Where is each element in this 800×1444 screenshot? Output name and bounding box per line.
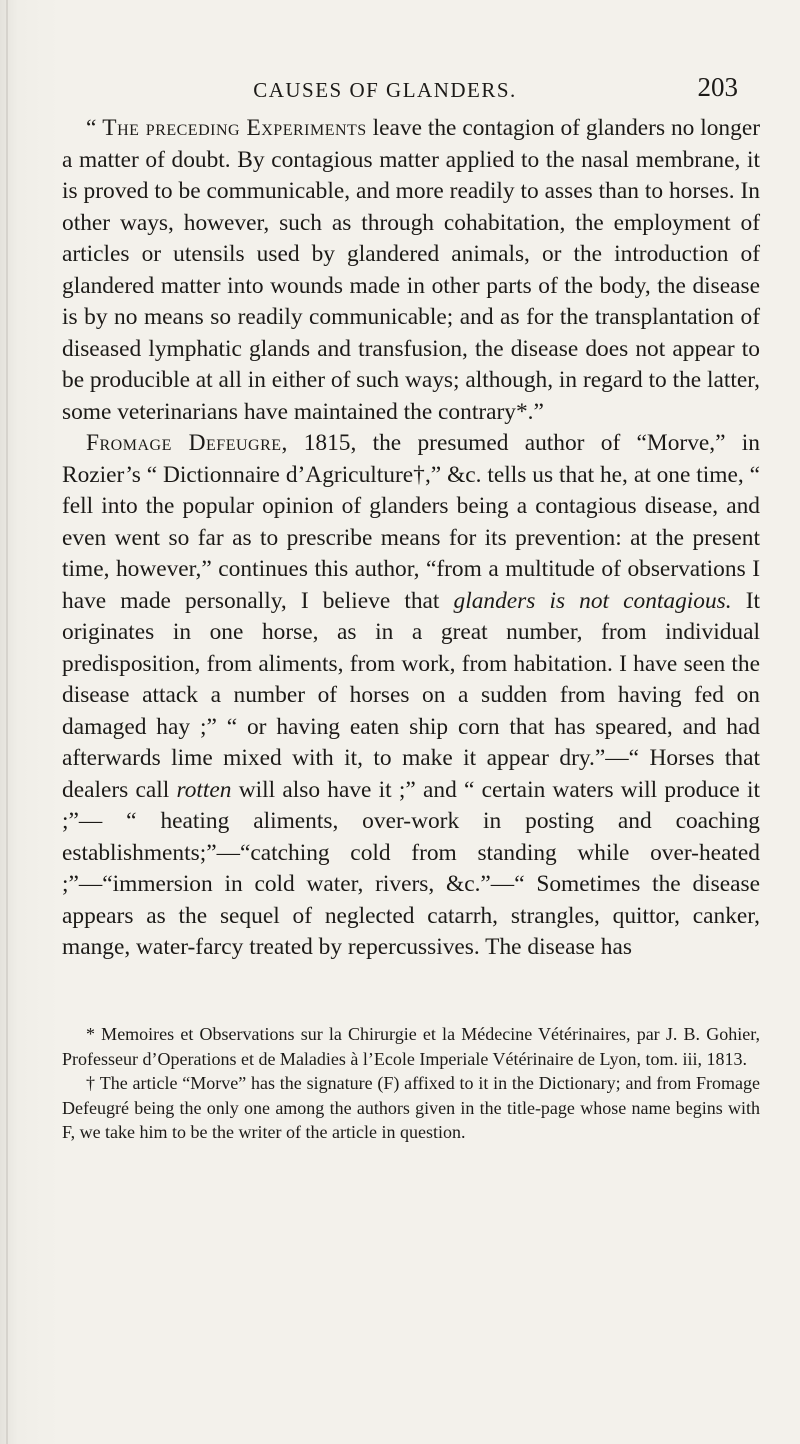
paragraph-2-author-name: Fromage Defeugre	[86, 430, 282, 456]
body-text	[62, 113, 760, 964]
footnotes	[62, 1022, 760, 1145]
paragraph-2-text-c: will also have it ;” and “ certain waters will produce it ;”— “ heating aliments, over-work in posting and coaching establishments;”—“catching cold from standing while over-heated ;”—“immersion in cold water, rivers, &c.”—“ Sometimes the disease appears as the sequel of neglected catarrh, strangles, quittor, canker, mange, water-farcy treated by repercussives. The disease has	[62, 776, 760, 960]
running-title: CAUSES OF GLANDERS.	[253, 78, 517, 102]
paragraph-2-italic-1: glanders is not contagious.	[453, 587, 732, 614]
page-number: 203	[697, 72, 738, 102]
paragraph-2-text-b: It originates in one horse, as in a great number, from individual predisposition, from aliments, from work, from habitation. I have seen the disease attack a number of horses on a sudden from having fed on damaged hay ;” “ or having eaten ship corn that has speared, and had afterwards lime mixed with it, to make it appear dry.”—“ Horses that dealers call	[62, 587, 760, 803]
running-head	[0, 62, 800, 102]
footnote-1: * Memoires et Observations sur la Chirurgie et la Médecine Vétérinaires, par J. B. Gohier, Professeur d’Operations et de Maladies à l’Ecole Imperiale Vétérinaire de Lyon, tom. iii, 1813.	[62, 1024, 760, 1069]
binding-gutter	[6, 0, 8, 1444]
paragraph-1-open-quote: “	[86, 115, 103, 141]
paragraph-2	[62, 428, 760, 964]
paragraph-1-text: leave the contagion of glanders no longer a matter of doubt. By contagious matter applied to the nasal membrane, it is proved to be communicable, and more readily to asses than to horses. In other ways, however, such as through cohabitation, the employment of articles or utensils used by glandered animals, or the introduction of glandered matter into wounds made in other parts of the body, the disease is by no means so readily communicable; and as for the transplantation of diseased lymphatic glands and transfusion, the disease does not appear to be producible at all in either of such ways; although, in regard to the latter, some veterinarians have maintained the contrary*.”	[62, 115, 760, 425]
footnote-2: † The article “Morve” has the signature (F) affixed to it in the Dictionary; and from Fromage Defeugré being the only one among the authors given in the title-page whose name begins with F, we take him to be the writer of the article in question.	[62, 1073, 760, 1142]
paragraph-1-smallcaps: The preceding Experiments	[102, 115, 367, 141]
paragraph-1	[62, 113, 760, 428]
paragraph-2-italic-2: rotten	[176, 776, 232, 803]
paragraph-2-text-a: , 1815, the presumed author of “Morve,” in Rozier’s “ Dictionnaire d’Agriculture†,” &c. tells us that he, at one time, “ fell into the popular opinion of glanders being a contagious disease, and even went so far as to prescribe means for its prevention: at the present time, however,” continues this author, “from a multitude of observations I have made personally, I believe that	[62, 430, 761, 614]
